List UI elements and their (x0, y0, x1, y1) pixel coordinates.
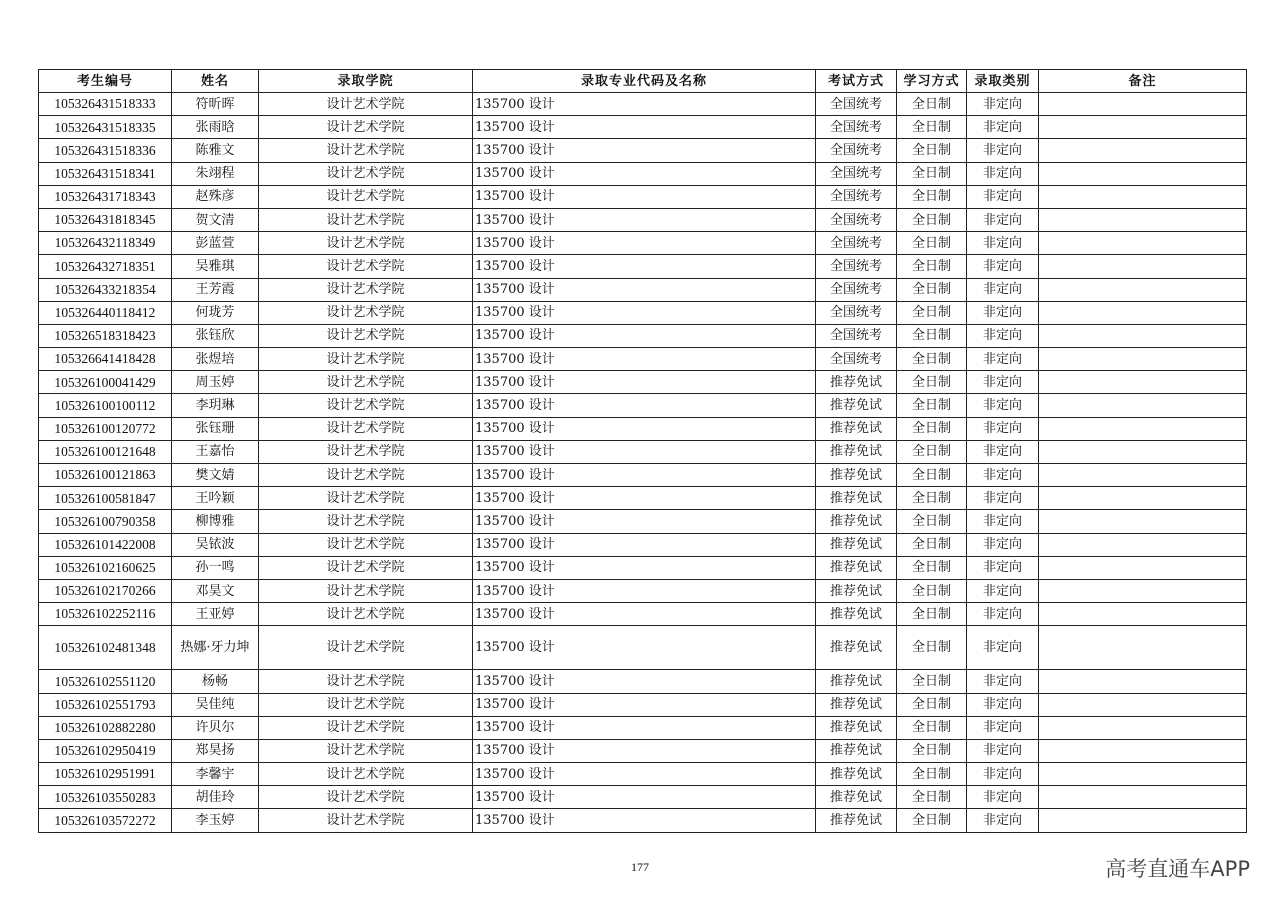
cell-admission-category: 非定向 (967, 185, 1039, 208)
cell-study-mode: 全日制 (897, 371, 967, 394)
cell-exam-method: 全国统考 (816, 162, 897, 185)
cell-exam-method: 推荐免试 (816, 670, 897, 693)
cell-remarks (1039, 301, 1247, 324)
cell-admission-category: 非定向 (967, 809, 1039, 832)
cell-remarks (1039, 786, 1247, 809)
cell-name: 彭蓝萱 (172, 232, 259, 255)
cell-study-mode: 全日制 (897, 440, 967, 463)
cell-exam-method: 推荐免试 (816, 579, 897, 602)
cell-exam-method: 推荐免试 (816, 809, 897, 832)
cell-admission-category: 非定向 (967, 394, 1039, 417)
cell-name: 周玉婷 (172, 371, 259, 394)
table-row (39, 371, 1247, 394)
cell-remarks (1039, 716, 1247, 739)
cell-name: 张雨晗 (172, 116, 259, 139)
cell-remarks (1039, 116, 1247, 139)
cell-remarks (1039, 809, 1247, 832)
cell-study-mode: 全日制 (897, 301, 967, 324)
cell-major: 135700 设计 (473, 579, 816, 602)
cell-major: 135700 设计 (473, 324, 816, 347)
cell-remarks (1039, 464, 1247, 487)
cell-college: 设计艺术学院 (259, 232, 473, 255)
cell-study-mode: 全日制 (897, 93, 967, 116)
cell-admission-category: 非定向 (967, 670, 1039, 693)
cell-exam-method: 推荐免试 (816, 763, 897, 786)
cell-college: 设计艺术学院 (259, 763, 473, 786)
table-row (39, 185, 1247, 208)
cell-name: 贺文清 (172, 208, 259, 231)
watermark-logo: 高考直通车APP (1105, 857, 1250, 881)
cell-college: 设计艺术学院 (259, 208, 473, 231)
cell-study-mode: 全日制 (897, 739, 967, 762)
cell-candidate-id: 105326102481348 (39, 626, 172, 670)
cell-remarks (1039, 739, 1247, 762)
cell-candidate-id: 105326100581847 (39, 487, 172, 510)
cell-college: 设计艺术学院 (259, 185, 473, 208)
cell-candidate-id: 105326102252116 (39, 603, 172, 626)
cell-name: 吴铱波 (172, 533, 259, 556)
table-row (39, 739, 1247, 762)
cell-admission-category: 非定向 (967, 348, 1039, 371)
cell-admission-category: 非定向 (967, 603, 1039, 626)
table-row (39, 510, 1247, 533)
cell-candidate-id: 105326641418428 (39, 348, 172, 371)
cell-college: 设计艺术学院 (259, 464, 473, 487)
cell-name: 杨畅 (172, 670, 259, 693)
column-header-remarks: 备注 (1039, 70, 1247, 93)
cell-study-mode: 全日制 (897, 809, 967, 832)
cell-study-mode: 全日制 (897, 786, 967, 809)
cell-admission-category: 非定向 (967, 464, 1039, 487)
table-row (39, 487, 1247, 510)
table-row (39, 579, 1247, 602)
cell-candidate-id: 105326431518336 (39, 139, 172, 162)
table-row (39, 232, 1247, 255)
table-row (39, 278, 1247, 301)
cell-study-mode: 全日制 (897, 693, 967, 716)
table-row (39, 556, 1247, 579)
cell-major: 135700 设计 (473, 232, 816, 255)
table-row (39, 693, 1247, 716)
cell-remarks (1039, 763, 1247, 786)
cell-candidate-id: 105326101422008 (39, 533, 172, 556)
cell-major: 135700 设计 (473, 603, 816, 626)
cell-admission-category: 非定向 (967, 232, 1039, 255)
cell-remarks (1039, 348, 1247, 371)
cell-exam-method: 推荐免试 (816, 533, 897, 556)
table-row (39, 394, 1247, 417)
cell-remarks (1039, 255, 1247, 278)
cell-major: 135700 设计 (473, 670, 816, 693)
cell-name: 朱翊程 (172, 162, 259, 185)
cell-candidate-id: 105326440118412 (39, 301, 172, 324)
cell-remarks (1039, 232, 1247, 255)
cell-study-mode: 全日制 (897, 208, 967, 231)
cell-name: 符昕晖 (172, 93, 259, 116)
cell-admission-category: 非定向 (967, 93, 1039, 116)
cell-major: 135700 设计 (473, 487, 816, 510)
cell-name: 王嘉怡 (172, 440, 259, 463)
cell-exam-method: 推荐免试 (816, 556, 897, 579)
cell-remarks (1039, 185, 1247, 208)
cell-study-mode: 全日制 (897, 185, 967, 208)
cell-study-mode: 全日制 (897, 417, 967, 440)
cell-name: 吴雅琪 (172, 255, 259, 278)
cell-admission-category: 非定向 (967, 716, 1039, 739)
column-header-name: 姓名 (172, 70, 259, 93)
cell-exam-method: 推荐免试 (816, 417, 897, 440)
cell-exam-method: 推荐免试 (816, 739, 897, 762)
cell-name: 何珑芳 (172, 301, 259, 324)
cell-candidate-id: 105326100120772 (39, 417, 172, 440)
cell-exam-method: 全国统考 (816, 255, 897, 278)
cell-major: 135700 设计 (473, 371, 816, 394)
cell-study-mode: 全日制 (897, 162, 967, 185)
cell-exam-method: 全国统考 (816, 348, 897, 371)
cell-name: 樊文婧 (172, 464, 259, 487)
cell-exam-method: 全国统考 (816, 116, 897, 139)
cell-study-mode: 全日制 (897, 116, 967, 139)
cell-study-mode: 全日制 (897, 579, 967, 602)
cell-college: 设计艺术学院 (259, 348, 473, 371)
cell-remarks (1039, 208, 1247, 231)
cell-major: 135700 设计 (473, 162, 816, 185)
cell-admission-category: 非定向 (967, 626, 1039, 670)
cell-remarks (1039, 162, 1247, 185)
cell-candidate-id: 105326103572272 (39, 809, 172, 832)
cell-study-mode: 全日制 (897, 139, 967, 162)
page-number: 177 (631, 860, 649, 874)
cell-name: 王亚婷 (172, 603, 259, 626)
cell-remarks (1039, 371, 1247, 394)
cell-name: 陈雅文 (172, 139, 259, 162)
cell-major: 135700 设计 (473, 255, 816, 278)
cell-candidate-id: 105326103550283 (39, 786, 172, 809)
cell-college: 设计艺术学院 (259, 324, 473, 347)
cell-study-mode: 全日制 (897, 626, 967, 670)
cell-exam-method: 推荐免试 (816, 693, 897, 716)
cell-major: 135700 设计 (473, 809, 816, 832)
cell-major: 135700 设计 (473, 716, 816, 739)
cell-college: 设计艺术学院 (259, 533, 473, 556)
table-row (39, 626, 1247, 670)
cell-exam-method: 全国统考 (816, 139, 897, 162)
cell-college: 设计艺术学院 (259, 579, 473, 602)
cell-exam-method: 全国统考 (816, 301, 897, 324)
cell-admission-category: 非定向 (967, 162, 1039, 185)
table-row (39, 809, 1247, 832)
cell-college: 设计艺术学院 (259, 301, 473, 324)
cell-remarks (1039, 670, 1247, 693)
cell-remarks (1039, 487, 1247, 510)
cell-college: 设计艺术学院 (259, 556, 473, 579)
table-row (39, 716, 1247, 739)
cell-major: 135700 设计 (473, 139, 816, 162)
cell-study-mode: 全日制 (897, 716, 967, 739)
cell-exam-method: 推荐免试 (816, 440, 897, 463)
cell-major: 135700 设计 (473, 693, 816, 716)
cell-exam-method: 全国统考 (816, 208, 897, 231)
cell-major: 135700 设计 (473, 301, 816, 324)
cell-name: 郑昊扬 (172, 739, 259, 762)
cell-admission-category: 非定向 (967, 278, 1039, 301)
cell-admission-category: 非定向 (967, 579, 1039, 602)
cell-exam-method: 推荐免试 (816, 786, 897, 809)
cell-admission-category: 非定向 (967, 487, 1039, 510)
cell-remarks (1039, 579, 1247, 602)
cell-college: 设计艺术学院 (259, 786, 473, 809)
cell-candidate-id: 105326432718351 (39, 255, 172, 278)
cell-major: 135700 设计 (473, 739, 816, 762)
cell-candidate-id: 105326100121648 (39, 440, 172, 463)
cell-major: 135700 设计 (473, 626, 816, 670)
cell-candidate-id: 105326433218354 (39, 278, 172, 301)
cell-major: 135700 设计 (473, 116, 816, 139)
cell-admission-category: 非定向 (967, 533, 1039, 556)
table-row (39, 348, 1247, 371)
cell-admission-category: 非定向 (967, 739, 1039, 762)
cell-exam-method: 推荐免试 (816, 371, 897, 394)
cell-college: 设计艺术学院 (259, 162, 473, 185)
cell-candidate-id: 105326102950419 (39, 739, 172, 762)
cell-admission-category: 非定向 (967, 208, 1039, 231)
cell-admission-category: 非定向 (967, 417, 1039, 440)
cell-major: 135700 设计 (473, 348, 816, 371)
cell-remarks (1039, 139, 1247, 162)
cell-study-mode: 全日制 (897, 278, 967, 301)
cell-college: 设计艺术学院 (259, 716, 473, 739)
column-header-study: 学习方式 (897, 70, 967, 93)
table-row (39, 301, 1247, 324)
cell-candidate-id: 105326518318423 (39, 324, 172, 347)
table-row (39, 208, 1247, 231)
cell-college: 设计艺术学院 (259, 93, 473, 116)
cell-study-mode: 全日制 (897, 324, 967, 347)
cell-major: 135700 设计 (473, 394, 816, 417)
cell-remarks (1039, 603, 1247, 626)
cell-remarks (1039, 278, 1247, 301)
column-header-category: 录取类别 (967, 70, 1039, 93)
cell-study-mode: 全日制 (897, 510, 967, 533)
cell-remarks (1039, 533, 1247, 556)
cell-name: 热娜·牙力坤 (172, 626, 259, 670)
cell-major: 135700 设计 (473, 533, 816, 556)
cell-study-mode: 全日制 (897, 603, 967, 626)
table-row (39, 162, 1247, 185)
cell-admission-category: 非定向 (967, 763, 1039, 786)
cell-college: 设计艺术学院 (259, 809, 473, 832)
cell-candidate-id: 105326102551793 (39, 693, 172, 716)
cell-admission-category: 非定向 (967, 324, 1039, 347)
cell-name: 孙一鸣 (172, 556, 259, 579)
cell-remarks (1039, 556, 1247, 579)
cell-major: 135700 设计 (473, 763, 816, 786)
cell-remarks (1039, 417, 1247, 440)
cell-remarks (1039, 440, 1247, 463)
cell-remarks (1039, 626, 1247, 670)
cell-name: 王吟颖 (172, 487, 259, 510)
cell-major: 135700 设计 (473, 93, 816, 116)
table-row (39, 324, 1247, 347)
table-row (39, 139, 1247, 162)
table-row (39, 786, 1247, 809)
cell-admission-category: 非定向 (967, 371, 1039, 394)
admission-table (38, 69, 1247, 833)
cell-exam-method: 全国统考 (816, 278, 897, 301)
cell-college: 设计艺术学院 (259, 510, 473, 533)
cell-candidate-id: 105326102882280 (39, 716, 172, 739)
cell-candidate-id: 105326100041429 (39, 371, 172, 394)
cell-college: 设计艺术学院 (259, 670, 473, 693)
cell-name: 胡佳玲 (172, 786, 259, 809)
cell-remarks (1039, 324, 1247, 347)
cell-study-mode: 全日制 (897, 232, 967, 255)
cell-admission-category: 非定向 (967, 556, 1039, 579)
cell-major: 135700 设计 (473, 417, 816, 440)
column-header-college: 录取学院 (259, 70, 473, 93)
cell-remarks (1039, 510, 1247, 533)
cell-study-mode: 全日制 (897, 255, 967, 278)
column-header-id: 考生编号 (39, 70, 172, 93)
cell-study-mode: 全日制 (897, 348, 967, 371)
cell-remarks (1039, 394, 1247, 417)
cell-admission-category: 非定向 (967, 116, 1039, 139)
table-row (39, 464, 1247, 487)
cell-candidate-id: 105326102160625 (39, 556, 172, 579)
cell-college: 设计艺术学院 (259, 603, 473, 626)
cell-college: 设计艺术学院 (259, 139, 473, 162)
cell-study-mode: 全日制 (897, 533, 967, 556)
cell-major: 135700 设计 (473, 556, 816, 579)
cell-name: 李玉婷 (172, 809, 259, 832)
table-body (39, 93, 1247, 833)
cell-exam-method: 全国统考 (816, 232, 897, 255)
cell-candidate-id: 105326431518333 (39, 93, 172, 116)
cell-candidate-id: 105326102170266 (39, 579, 172, 602)
cell-exam-method: 推荐免试 (816, 603, 897, 626)
cell-name: 王芳霞 (172, 278, 259, 301)
cell-admission-category: 非定向 (967, 301, 1039, 324)
cell-college: 设计艺术学院 (259, 116, 473, 139)
cell-college: 设计艺术学院 (259, 417, 473, 440)
cell-study-mode: 全日制 (897, 556, 967, 579)
cell-candidate-id: 105326102551120 (39, 670, 172, 693)
column-header-exam: 考试方式 (816, 70, 897, 93)
cell-college: 设计艺术学院 (259, 693, 473, 716)
cell-name: 张煜培 (172, 348, 259, 371)
cell-college: 设计艺术学院 (259, 278, 473, 301)
cell-college: 设计艺术学院 (259, 739, 473, 762)
cell-name: 柳博雅 (172, 510, 259, 533)
cell-name: 李馨宇 (172, 763, 259, 786)
cell-remarks (1039, 93, 1247, 116)
table-header (39, 70, 1247, 93)
table-row (39, 116, 1247, 139)
cell-major: 135700 设计 (473, 185, 816, 208)
cell-college: 设计艺术学院 (259, 255, 473, 278)
cell-remarks (1039, 693, 1247, 716)
cell-admission-category: 非定向 (967, 693, 1039, 716)
cell-name: 吴佳纯 (172, 693, 259, 716)
cell-exam-method: 全国统考 (816, 185, 897, 208)
cell-name: 许贝尔 (172, 716, 259, 739)
header-row (39, 70, 1247, 93)
table-row (39, 440, 1247, 463)
cell-study-mode: 全日制 (897, 670, 967, 693)
cell-exam-method: 推荐免试 (816, 716, 897, 739)
cell-candidate-id: 105326432118349 (39, 232, 172, 255)
cell-exam-method: 全国统考 (816, 324, 897, 347)
cell-exam-method: 全国统考 (816, 93, 897, 116)
cell-major: 135700 设计 (473, 208, 816, 231)
cell-major: 135700 设计 (473, 786, 816, 809)
table-row (39, 603, 1247, 626)
cell-study-mode: 全日制 (897, 487, 967, 510)
cell-admission-category: 非定向 (967, 139, 1039, 162)
cell-name: 张钰欣 (172, 324, 259, 347)
table-row (39, 255, 1247, 278)
cell-major: 135700 设计 (473, 510, 816, 533)
cell-candidate-id: 105326100100112 (39, 394, 172, 417)
cell-admission-category: 非定向 (967, 786, 1039, 809)
cell-college: 设计艺术学院 (259, 626, 473, 670)
cell-study-mode: 全日制 (897, 464, 967, 487)
cell-college: 设计艺术学院 (259, 394, 473, 417)
table-row (39, 670, 1247, 693)
cell-candidate-id: 105326431818345 (39, 208, 172, 231)
cell-major: 135700 设计 (473, 440, 816, 463)
cell-exam-method: 推荐免试 (816, 394, 897, 417)
cell-exam-method: 推荐免试 (816, 464, 897, 487)
table-row (39, 533, 1247, 556)
cell-admission-category: 非定向 (967, 440, 1039, 463)
cell-name: 邓昊文 (172, 579, 259, 602)
cell-exam-method: 推荐免试 (816, 487, 897, 510)
cell-admission-category: 非定向 (967, 510, 1039, 533)
cell-study-mode: 全日制 (897, 763, 967, 786)
cell-exam-method: 推荐免试 (816, 626, 897, 670)
cell-name: 李玥琳 (172, 394, 259, 417)
cell-candidate-id: 105326100790358 (39, 510, 172, 533)
cell-college: 设计艺术学院 (259, 371, 473, 394)
cell-candidate-id: 105326431518341 (39, 162, 172, 185)
table-row (39, 763, 1247, 786)
cell-candidate-id: 105326102951991 (39, 763, 172, 786)
cell-major: 135700 设计 (473, 464, 816, 487)
cell-name: 赵殊彦 (172, 185, 259, 208)
cell-college: 设计艺术学院 (259, 440, 473, 463)
cell-college: 设计艺术学院 (259, 487, 473, 510)
column-header-major: 录取专业代码及名称 (473, 70, 816, 93)
cell-admission-category: 非定向 (967, 255, 1039, 278)
cell-major: 135700 设计 (473, 278, 816, 301)
cell-candidate-id: 105326431518335 (39, 116, 172, 139)
table-row (39, 93, 1247, 116)
cell-name: 张钰珊 (172, 417, 259, 440)
table-row (39, 417, 1247, 440)
cell-study-mode: 全日制 (897, 394, 967, 417)
cell-exam-method: 推荐免试 (816, 510, 897, 533)
cell-candidate-id: 105326100121863 (39, 464, 172, 487)
cell-candidate-id: 105326431718343 (39, 185, 172, 208)
